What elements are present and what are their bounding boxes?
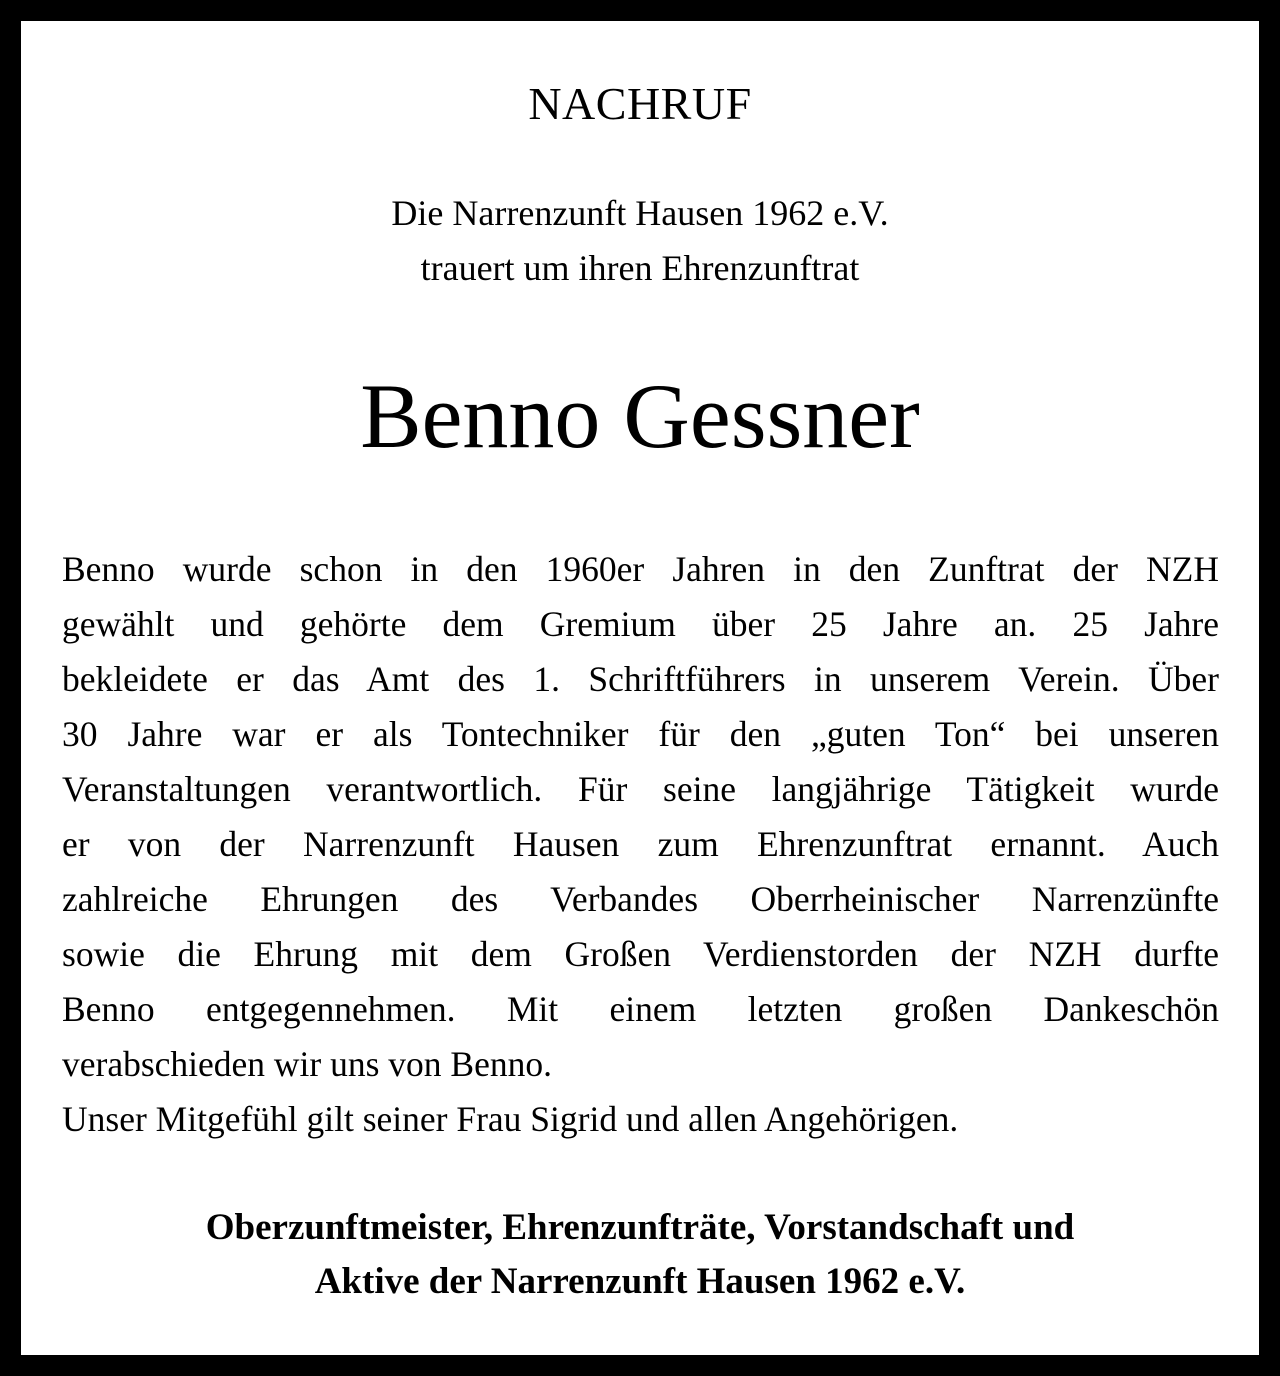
body-line: gewählt und gehörte dem Gremium über 25 Jahre an. 25 Jahre — [62, 604, 1219, 644]
intro-line: Die Narrenzunft Hausen 1962 e.V. — [391, 193, 889, 233]
body-line: er von der Narrenzunft Hausen zum Ehrenzunftrat ernannt. Auch — [62, 824, 1219, 864]
body-line: bekleidete er das Amt des 1. Schriftführers in unserem Verein. Über — [62, 659, 1219, 699]
signature-line: Oberzunftmeister, Ehrenzunfträte, Vorstandschaft und — [205, 1207, 1075, 1248]
signature-block — [21, 1201, 1259, 1309]
obituary-body — [62, 542, 1219, 1147]
body-line: Veranstaltungen verantwortlich. Für seine langjährige Tätigkeit wurde — [62, 769, 1219, 809]
body-line: Benno entgegennehmen. Mit einem letzten großen Dankeschön — [62, 989, 1219, 1029]
body-line: verabschieden wir uns von Benno. — [62, 1044, 552, 1084]
deceased-name: Benno Gessner — [360, 365, 920, 467]
condolence-line: Unser Mitgefühl gilt seiner Frau Sigrid und allen Angehörigen. — [62, 1099, 959, 1139]
body-line: zahlreiche Ehrungen des Verbandes Oberrheinischer Narrenzünfte — [62, 879, 1219, 919]
body-line: sowie die Ehrung mit dem Großen Verdienstorden der NZH durfte — [62, 934, 1219, 974]
body-line: Benno wurde schon in den 1960er Jahren in den Zunftrat der NZH — [62, 549, 1219, 589]
body-line: 30 Jahre war er als Tontechniker für den „guten Ton“ bei unseren — [62, 714, 1219, 754]
signature-line: Aktive der Narrenzunft Hausen 1962 e.V. — [314, 1261, 966, 1302]
notice-heading: NACHRUF — [528, 78, 752, 129]
intro-text — [21, 186, 1259, 296]
intro-line: trauert um ihren Ehrenzunftrat — [420, 248, 860, 288]
